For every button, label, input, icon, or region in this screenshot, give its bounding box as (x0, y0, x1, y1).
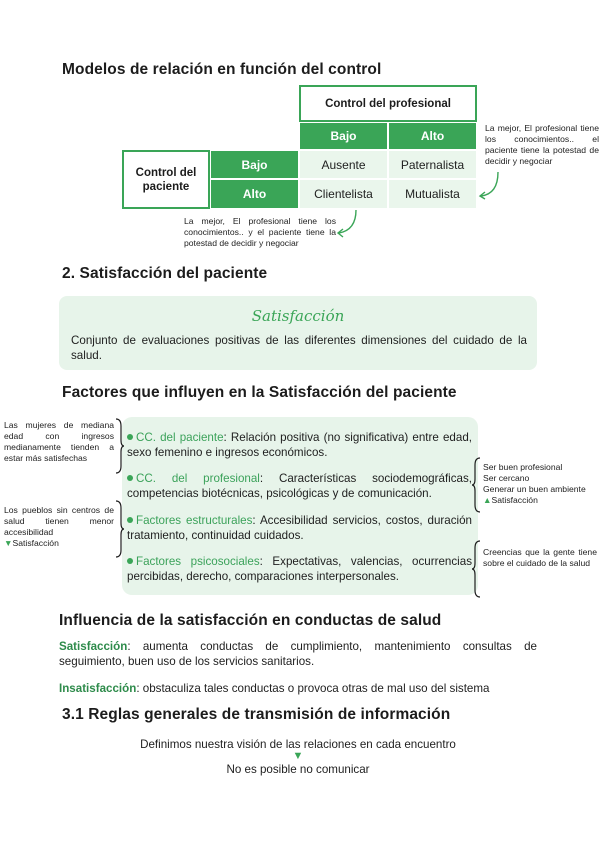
bracket-icon (472, 457, 482, 513)
bracket-icon (114, 418, 124, 474)
reglas-line-1: Definimos nuestra visión de las relaciones en cada encuentro (140, 738, 456, 751)
note-line: Ser buen profesional (483, 462, 563, 472)
factor-text: : Accesibilidad servicios, costos, duración tratamiento, continuidad cuidados. (127, 514, 472, 542)
bullet-icon (127, 517, 133, 523)
curved-arrow-icon (336, 208, 360, 238)
cell-mutualista: Mutualista (388, 179, 477, 209)
definition-text: Conjunto de evaluaciones positivas de las diferentes dimensiones del cuidado de la salud. (71, 334, 527, 362)
satisfaccion-paragraph (59, 639, 537, 669)
factor-item-psicosociales (127, 554, 472, 584)
bracket-icon (114, 500, 124, 558)
row-header-bajo: Bajo (210, 150, 299, 179)
definition-title: Satisfacción (251, 307, 345, 325)
note-left-mujeres: Las mujeres de mediana edad con ingresos medianamente tienden a estar más satisfechas (4, 420, 114, 463)
note-right-profesional (483, 462, 600, 506)
arrow-down-icon: ▼ (292, 750, 304, 762)
note-line: Ser cercano (483, 473, 530, 483)
bullet-icon (127, 475, 133, 481)
bullet-icon (127, 558, 133, 564)
section-title-satisfaccion: 2. Satisfacción del paciente (62, 265, 268, 282)
bullet-icon (127, 434, 133, 440)
note-right-profesional-tail: Satisfacción (491, 495, 538, 505)
factor-item-paciente (127, 430, 472, 460)
note-left-pueblos-tail: Satisfacción (12, 538, 59, 548)
factor-text: : Relación positiva (no significativa) entre edad, sexo femenino e ingresos económicos. (127, 431, 472, 459)
col-header-bajo: Bajo (299, 122, 388, 150)
factor-text: : Características sociodemográficas, competencias biotécnicas, psicológicas y de comunicación. (127, 472, 472, 500)
factor-item-profesional (127, 471, 472, 501)
cell-ausente: Ausente (299, 150, 388, 179)
cell-clientelista: Clientelista (299, 179, 388, 209)
row-header-alto: Alto (210, 179, 299, 209)
bracket-icon (472, 540, 482, 598)
section-title-factores: Factores que influyen en la Satisfacción del paciente (62, 384, 457, 401)
section-title-reglas: 3.1 Reglas generales de transmisión de información (62, 706, 451, 723)
section-title-influencia: Influencia de la satisfacción en conductas de salud (59, 612, 442, 629)
insatisfaccion-paragraph (59, 681, 539, 696)
insatisfaccion-label: Insatisfacción (59, 682, 137, 695)
header-control-paciente: Control del paciente (122, 150, 210, 209)
insatisfaccion-text: : obstaculiza tales conductas o provoca otras de mal uso del sistema (136, 682, 490, 695)
note-left-pueblos (4, 505, 114, 549)
section-title-control: Modelos de relación en función del control (62, 61, 382, 78)
arrow-down-icon: ▼ (4, 538, 13, 548)
factor-label: CC. del profesional (136, 472, 260, 485)
factor-label: Factores estructurales (136, 514, 253, 527)
factor-text: : Expectativas, valencias, ocurrencias percibidas, derecho, comparaciones interpersonales. (127, 555, 472, 583)
col-header-alto: Alto (388, 122, 477, 150)
header-control-profesional: Control del profesional (299, 85, 477, 122)
factor-label: CC. del paciente (136, 431, 224, 444)
factor-label: Factores psicosociales (136, 555, 260, 568)
factor-item-estructurales (127, 513, 472, 543)
curved-arrow-icon (478, 170, 502, 200)
note-left-pueblos-text: Los pueblos sin centros de salud tienen menor accesibilidad (4, 505, 114, 537)
reglas-line-2: No es posible no comunicar (226, 763, 370, 776)
satisfaccion-text: : aumenta conductas de cumplimiento, mantenimiento consultas de seguimiento, buen uso de los servicios sanitarios. (59, 640, 537, 668)
note-right-control: La mejor, El profesional tiene los conocimientos.. el paciente tiene la potestad de decidir y negociar (485, 123, 599, 166)
note-bottom-control: La mejor, El profesional tiene los conocimientos.. y el paciente tiene la potestad de decidir y negociar (184, 216, 336, 248)
satisfaccion-label: Satisfacción (59, 640, 128, 653)
note-right-creencias: Creencias que la gente tiene sobre el cuidado de la salud (483, 547, 597, 568)
arrow-up-icon: ▲ (483, 495, 492, 505)
note-line: Generar un buen ambiente (483, 484, 586, 494)
cell-paternalista: Paternalista (388, 150, 477, 179)
